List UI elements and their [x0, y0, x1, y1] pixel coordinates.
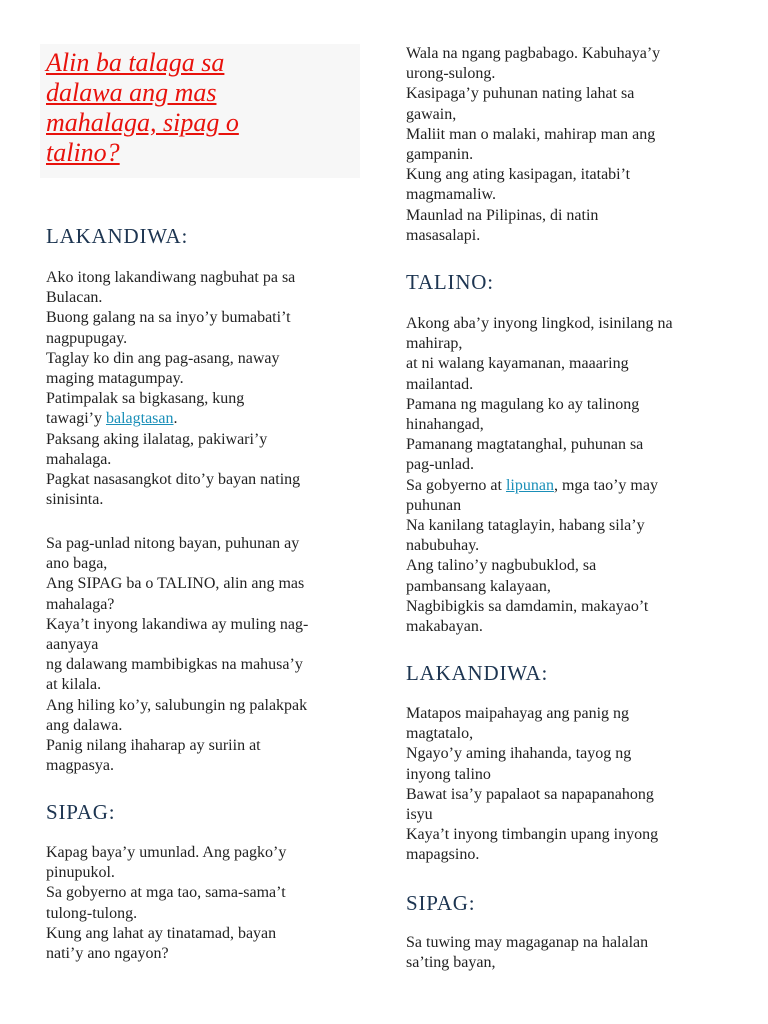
verse-line: Wala na ngang pagbabago. Kabuhaya’y — [406, 45, 661, 62]
title-line: mahalaga, sipag o — [46, 108, 239, 137]
lakandiwa-verse-2 — [46, 534, 308, 776]
sipag-verse-2 — [406, 933, 648, 973]
verse-line: puhunan — [406, 496, 462, 514]
verse-line: gampanin. — [406, 146, 474, 164]
verse-text: , mga tao’y may — [553, 476, 658, 494]
verse-line: Panig nilang ihaharap ay suriin at — [46, 737, 261, 755]
verse-line: at ni walang kayamanan, maaaring — [406, 355, 629, 373]
verse-line: makabayan. — [406, 618, 483, 636]
verse-line: urong-sulong. — [406, 65, 496, 83]
verse-line: Na kanilang tataglayin, habang sila’y — [406, 517, 645, 535]
lipunan-link[interactable]: lipunan — [505, 476, 554, 494]
sipag-verse-continued — [406, 44, 660, 246]
verse-line: Ang hiling ko’y, salubungin ng palakpak — [46, 696, 308, 714]
verse-line: sinisinta. — [46, 491, 104, 509]
verse-line: pinupukol. — [46, 864, 115, 882]
verse-line: Ang talino’y nagbubuklod, sa — [406, 557, 597, 575]
verse-line: magmamaliw. — [406, 186, 497, 204]
verse-line: Ang SIPAG ba o TALINO, alin ang mas — [46, 575, 305, 593]
verse-line: Kung ang lahat ay tinatamad, bayan — [46, 924, 277, 942]
verse-line: Sa pag-unlad nitong bayan, puhunan ay — [46, 535, 300, 552]
verse-line: Paksang aking ilalatag, pakiwari’y — [46, 430, 268, 448]
verse-line: nagpupugay. — [46, 329, 128, 347]
verse-line: mapagsino. — [406, 846, 480, 864]
verse-line: aanyaya — [46, 636, 99, 654]
lakandiwa-verse-3 — [406, 704, 658, 866]
verse-line: pag-unlad. — [406, 456, 474, 474]
verse-line: Akong aba’y inyong lingkod, isinilang na — [406, 315, 673, 332]
verse-line: Kaya’t inyong lakandiwa ay muling nag- — [46, 615, 309, 633]
verse-line: magtatalo, — [406, 725, 474, 743]
verse-line: Pamana ng magulang ko ay talinong — [406, 395, 640, 413]
verse-line: Sa gobyerno at mga tao, sama-sama’t — [46, 884, 286, 902]
verse-line: nabubuhay. — [406, 537, 480, 555]
balagtasan-link[interactable]: balagtasan — [105, 410, 174, 428]
document-title — [46, 48, 346, 168]
verse-line: Kung ang ating kasipagan, itatabi’t — [406, 166, 631, 184]
verse-line: ano baga, — [46, 555, 108, 573]
title-line: dalawa ang mas — [46, 78, 217, 107]
verse-line: Ako itong lakandiwang nagbuhat pa sa — [46, 269, 296, 286]
verse-line: ng dalawang mambibigkas na mahusa’y — [46, 656, 303, 674]
verse-line: mahalaga. — [46, 450, 112, 468]
verse-line: mahirap, — [406, 335, 463, 353]
verse-line: Sa tuwing may magaganap na halalan — [406, 934, 649, 951]
verse-line: Bawat isa’y papalaot sa napapanahong — [406, 785, 654, 803]
heading-sipag-1: SIPAG: — [46, 800, 116, 824]
verse-line: Nagbibigkis sa damdamin, makayao’t — [406, 597, 649, 615]
verse-line: Pamanang magtatanghal, puhunan sa — [406, 436, 644, 454]
talino-verse-1 — [406, 314, 673, 637]
verse-line: isyu — [406, 806, 433, 824]
verse-line: Kapag baya’y umunlad. Ang pagko’y — [46, 844, 287, 861]
verse-line: inyong talino — [406, 765, 491, 783]
verse-line: Taglay ko din ang pag-asang, naway — [46, 349, 280, 367]
verse-line: mahalaga? — [46, 595, 115, 613]
heading-sipag-2: SIPAG: — [406, 891, 476, 915]
verse-line: Buong galang na sa inyo’y bumabati’t — [46, 309, 291, 327]
verse-text: Sa gobyerno at — [406, 476, 506, 494]
verse-line: Maunlad na Pilipinas, di natin — [406, 206, 599, 224]
verse-text: . — [173, 410, 178, 428]
sipag-verse-1 — [46, 843, 286, 964]
verse-line: ang dalawa. — [46, 716, 123, 734]
verse-line: Bulacan. — [46, 289, 103, 307]
verse-line: gawain, — [406, 105, 457, 123]
verse-line: sa’ting bayan, — [406, 954, 496, 972]
heading-talino: TALINO: — [406, 270, 494, 294]
heading-lakandiwa-1: LAKANDIWA: — [46, 224, 189, 248]
title-line: Alin ba talaga sa — [46, 48, 225, 77]
verse-line: mailantad. — [406, 375, 474, 393]
verse-line: Matapos maipahayag ang panig ng — [406, 705, 630, 722]
verse-line: Patimpalak sa bigkasang, kung — [46, 390, 245, 408]
verse-line: Kaya’t inyong timbangin upang inyong — [406, 826, 659, 844]
heading-lakandiwa-2: LAKANDIWA: — [406, 661, 549, 685]
title-line: talino? — [46, 138, 120, 167]
verse-line: Maliit man o malaki, mahirap man ang — [406, 125, 656, 143]
verse-line-with-link — [406, 476, 673, 496]
verse-line: tulong-tulong. — [46, 904, 138, 922]
verse-line-with-link — [46, 409, 300, 429]
verse-line: Kasipaga’y puhunan nating lahat sa — [406, 85, 635, 103]
verse-line: hinahangad, — [406, 416, 484, 434]
verse-line: Ngayo’y aming ihahanda, tayog ng — [406, 745, 632, 763]
verse-text: tawagi’y — [46, 410, 106, 428]
verse-line: masasalapi. — [406, 226, 481, 244]
verse-line: magpasya. — [46, 757, 114, 775]
verse-line: at kilala. — [46, 676, 102, 694]
verse-line: pambansang kalayaan, — [406, 577, 551, 595]
verse-line: Pagkat nasasangkot dito’y bayan nating — [46, 471, 301, 489]
lakandiwa-verse-1 — [46, 268, 300, 510]
verse-line: nati’y ano ngayon? — [46, 945, 169, 963]
verse-line: maging matagumpay. — [46, 370, 184, 388]
